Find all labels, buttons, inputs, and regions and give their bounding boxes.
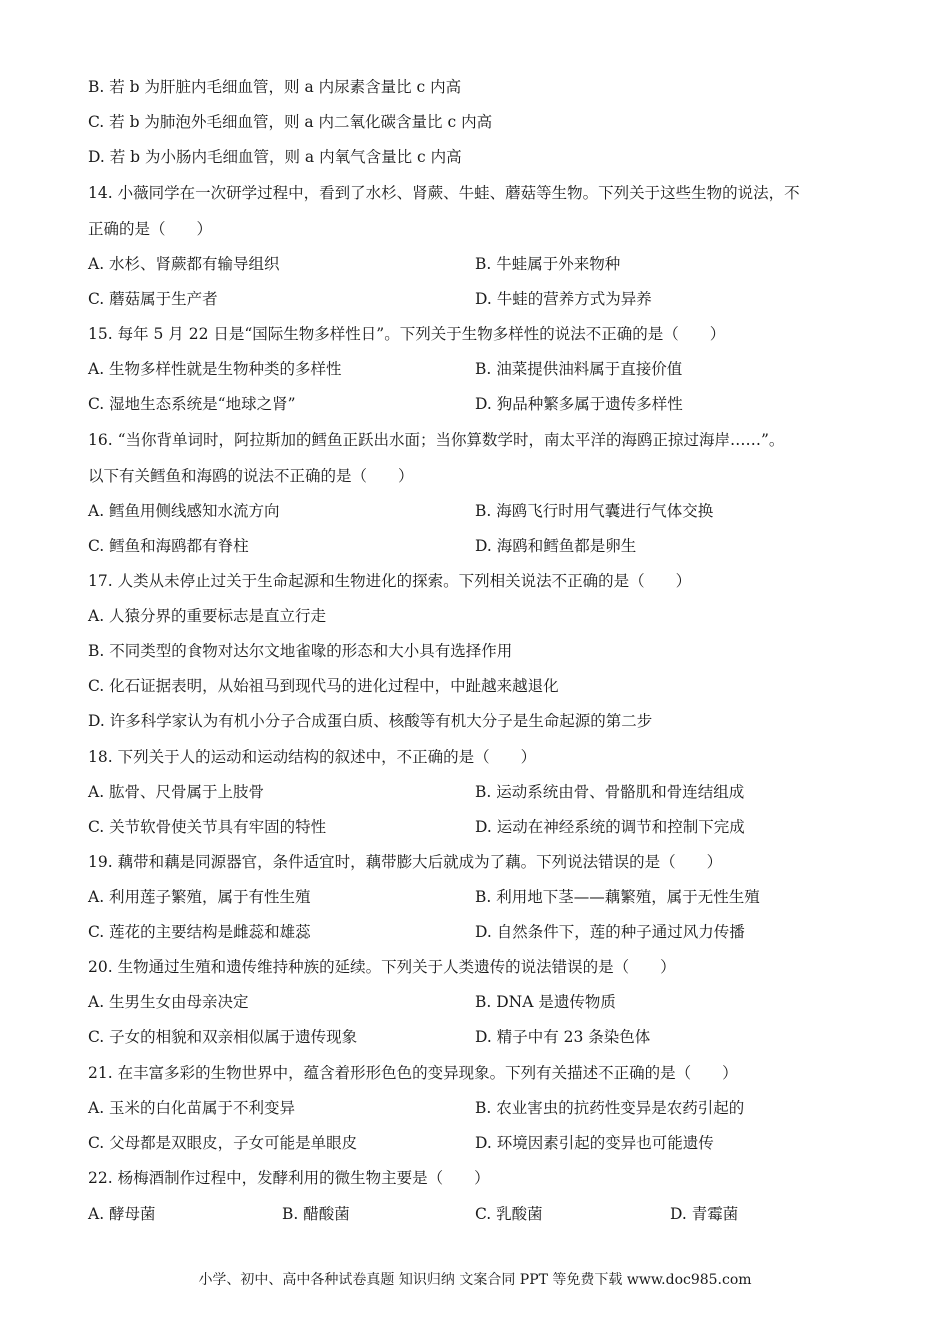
q15-option-c: C. 湿地生态系统是“地球之肾” <box>88 395 296 413</box>
q22-stem: 22. 杨梅酒制作过程中，发酵利用的微生物主要是（ ） <box>88 1169 490 1187</box>
q16-option-a: A. 鳕鱼用侧线感知水流方向 <box>88 502 280 520</box>
q16-option-b: B. 海鸥飞行时用气囊进行气体交换 <box>475 502 714 520</box>
q17-option-c: C. 化石证据表明，从始祖马到现代马的进化过程中，中趾越来越退化 <box>88 677 559 695</box>
q22-option-c: C. 乳酸菌 <box>475 1205 543 1223</box>
q22-option-b: B. 醋酸菌 <box>282 1205 350 1223</box>
q18-option-d: D. 运动在神经系统的调节和控制下完成 <box>475 818 745 836</box>
q20-option-b: B. DNA 是遗传物质 <box>475 993 616 1011</box>
q16-stem-line2: 以下有关鳕鱼和海鸥的说法不正确的是（ ） <box>88 467 414 485</box>
q16-stem-line1: 16. “当你背单词时，阿拉斯加的鳕鱼正跃出水面；当你算数学时，南太平洋的海鸥正掠过海岸……”。 <box>88 431 785 449</box>
q16-option-d: D. 海鸥和鳕鱼都是卵生 <box>475 537 637 555</box>
q22-option-d: D. 青霉菌 <box>670 1205 739 1223</box>
q17-option-d: D. 许多科学家认为有机小分子合成蛋白质、核酸等有机大分子是生命起源的第二步 <box>88 712 653 730</box>
q15-option-a: A. 生物多样性就是生物种类的多样性 <box>88 360 342 378</box>
q20-option-a: A. 生男生女由母亲决定 <box>88 993 249 1011</box>
q14-option-c: C. 蘑菇属于生产者 <box>88 290 218 308</box>
q17-option-b: B. 不同类型的食物对达尔文地雀喙的形态和大小具有选择作用 <box>88 642 513 660</box>
q14-option-a: A. 水杉、肾蕨都有输导组织 <box>88 255 280 273</box>
q16-option-c: C. 鳕鱼和海鸥都有脊柱 <box>88 537 249 555</box>
q21-option-a: A. 玉米的白化苗属于不利变异 <box>88 1099 296 1117</box>
q14-stem-line2: 正确的是（ ） <box>88 220 213 238</box>
q20-option-c: C. 子女的相貌和双亲相似属于遗传现象 <box>88 1028 358 1046</box>
q17-stem: 17. 人类从未停止过关于生命起源和生物进化的探索。下列相关说法不正确的是（ ） <box>88 572 692 590</box>
q20-stem: 20. 生物通过生殖和遗传维持种族的延续。下列关于人类遗传的说法错误的是（ ） <box>88 958 676 976</box>
q14-option-d: D. 牛蛙的营养方式为异养 <box>475 290 652 308</box>
q22-option-a: A. 酵母菌 <box>88 1205 156 1223</box>
q20-option-d: D. 精子中有 23 条染色体 <box>475 1028 651 1046</box>
q19-option-c: C. 莲花的主要结构是雌蕊和雄蕊 <box>88 923 311 941</box>
q13-option-d: D. 若 b 为小肠内毛细血管，则 a 内氧气含量比 c 内高 <box>88 148 462 166</box>
q19-stem: 19. 藕带和藕是同源器官，条件适宜时，藕带膨大后就成为了藕。下列说法错误的是（ ） <box>88 853 723 871</box>
q15-option-b: B. 油菜提供油料属于直接价值 <box>475 360 683 378</box>
q21-stem: 21. 在丰富多彩的生物世界中，蕴含着形形色色的变异现象。下列有关描述不正确的是（ ） <box>88 1064 738 1082</box>
q13-option-c: C. 若 b 为肺泡外毛细血管，则 a 内二氧化碳含量比 c 内高 <box>88 113 493 131</box>
q18-option-c: C. 关节软骨使关节具有牢固的特性 <box>88 818 327 836</box>
q19-option-b: B. 利用地下茎——藕繁殖，属于无性生殖 <box>475 888 760 906</box>
q18-option-a: A. 肱骨、尺骨属于上肢骨 <box>88 783 265 801</box>
q14-stem-line1: 14. 小薇同学在一次研学过程中，看到了水杉、肾蕨、牛蛙、蘑菇等生物。下列关于这些生物的说法，不 <box>88 184 800 202</box>
q21-option-d: D. 环境因素引起的变异也可能遗传 <box>475 1134 714 1152</box>
q18-option-b: B. 运动系统由骨、骨骼肌和骨连结组成 <box>475 783 745 801</box>
page-footer: 小学、初中、高中各种试卷真题 知识归纳 文案合同 PPT 等免费下载 www.doc985.com <box>198 1272 752 1288</box>
q21-option-b: B. 农业害虫的抗药性变异是农药引起的 <box>475 1099 745 1117</box>
q19-option-d: D. 自然条件下，莲的种子通过风力传播 <box>475 923 745 941</box>
q17-option-a: A. 人猿分界的重要标志是直立行走 <box>88 607 327 625</box>
q15-option-d: D. 狗品种繁多属于遗传多样性 <box>475 395 683 413</box>
q15-stem: 15. 每年 5 月 22 日是“国际生物多样性日”。下列关于生物多样性的说法不正确的是（ ） <box>88 325 726 343</box>
q14-option-b: B. 牛蛙属于外来物种 <box>475 255 621 273</box>
q19-option-a: A. 利用莲子繁殖，属于有性生殖 <box>88 888 311 906</box>
q21-option-c: C. 父母都是双眼皮，子女可能是单眼皮 <box>88 1134 358 1152</box>
q18-stem: 18. 下列关于人的运动和运动结构的叙述中，不正确的是（ ） <box>88 748 537 766</box>
q13-option-b: B. 若 b 为肝脏内毛细血管，则 a 内尿素含量比 c 内高 <box>88 78 462 96</box>
